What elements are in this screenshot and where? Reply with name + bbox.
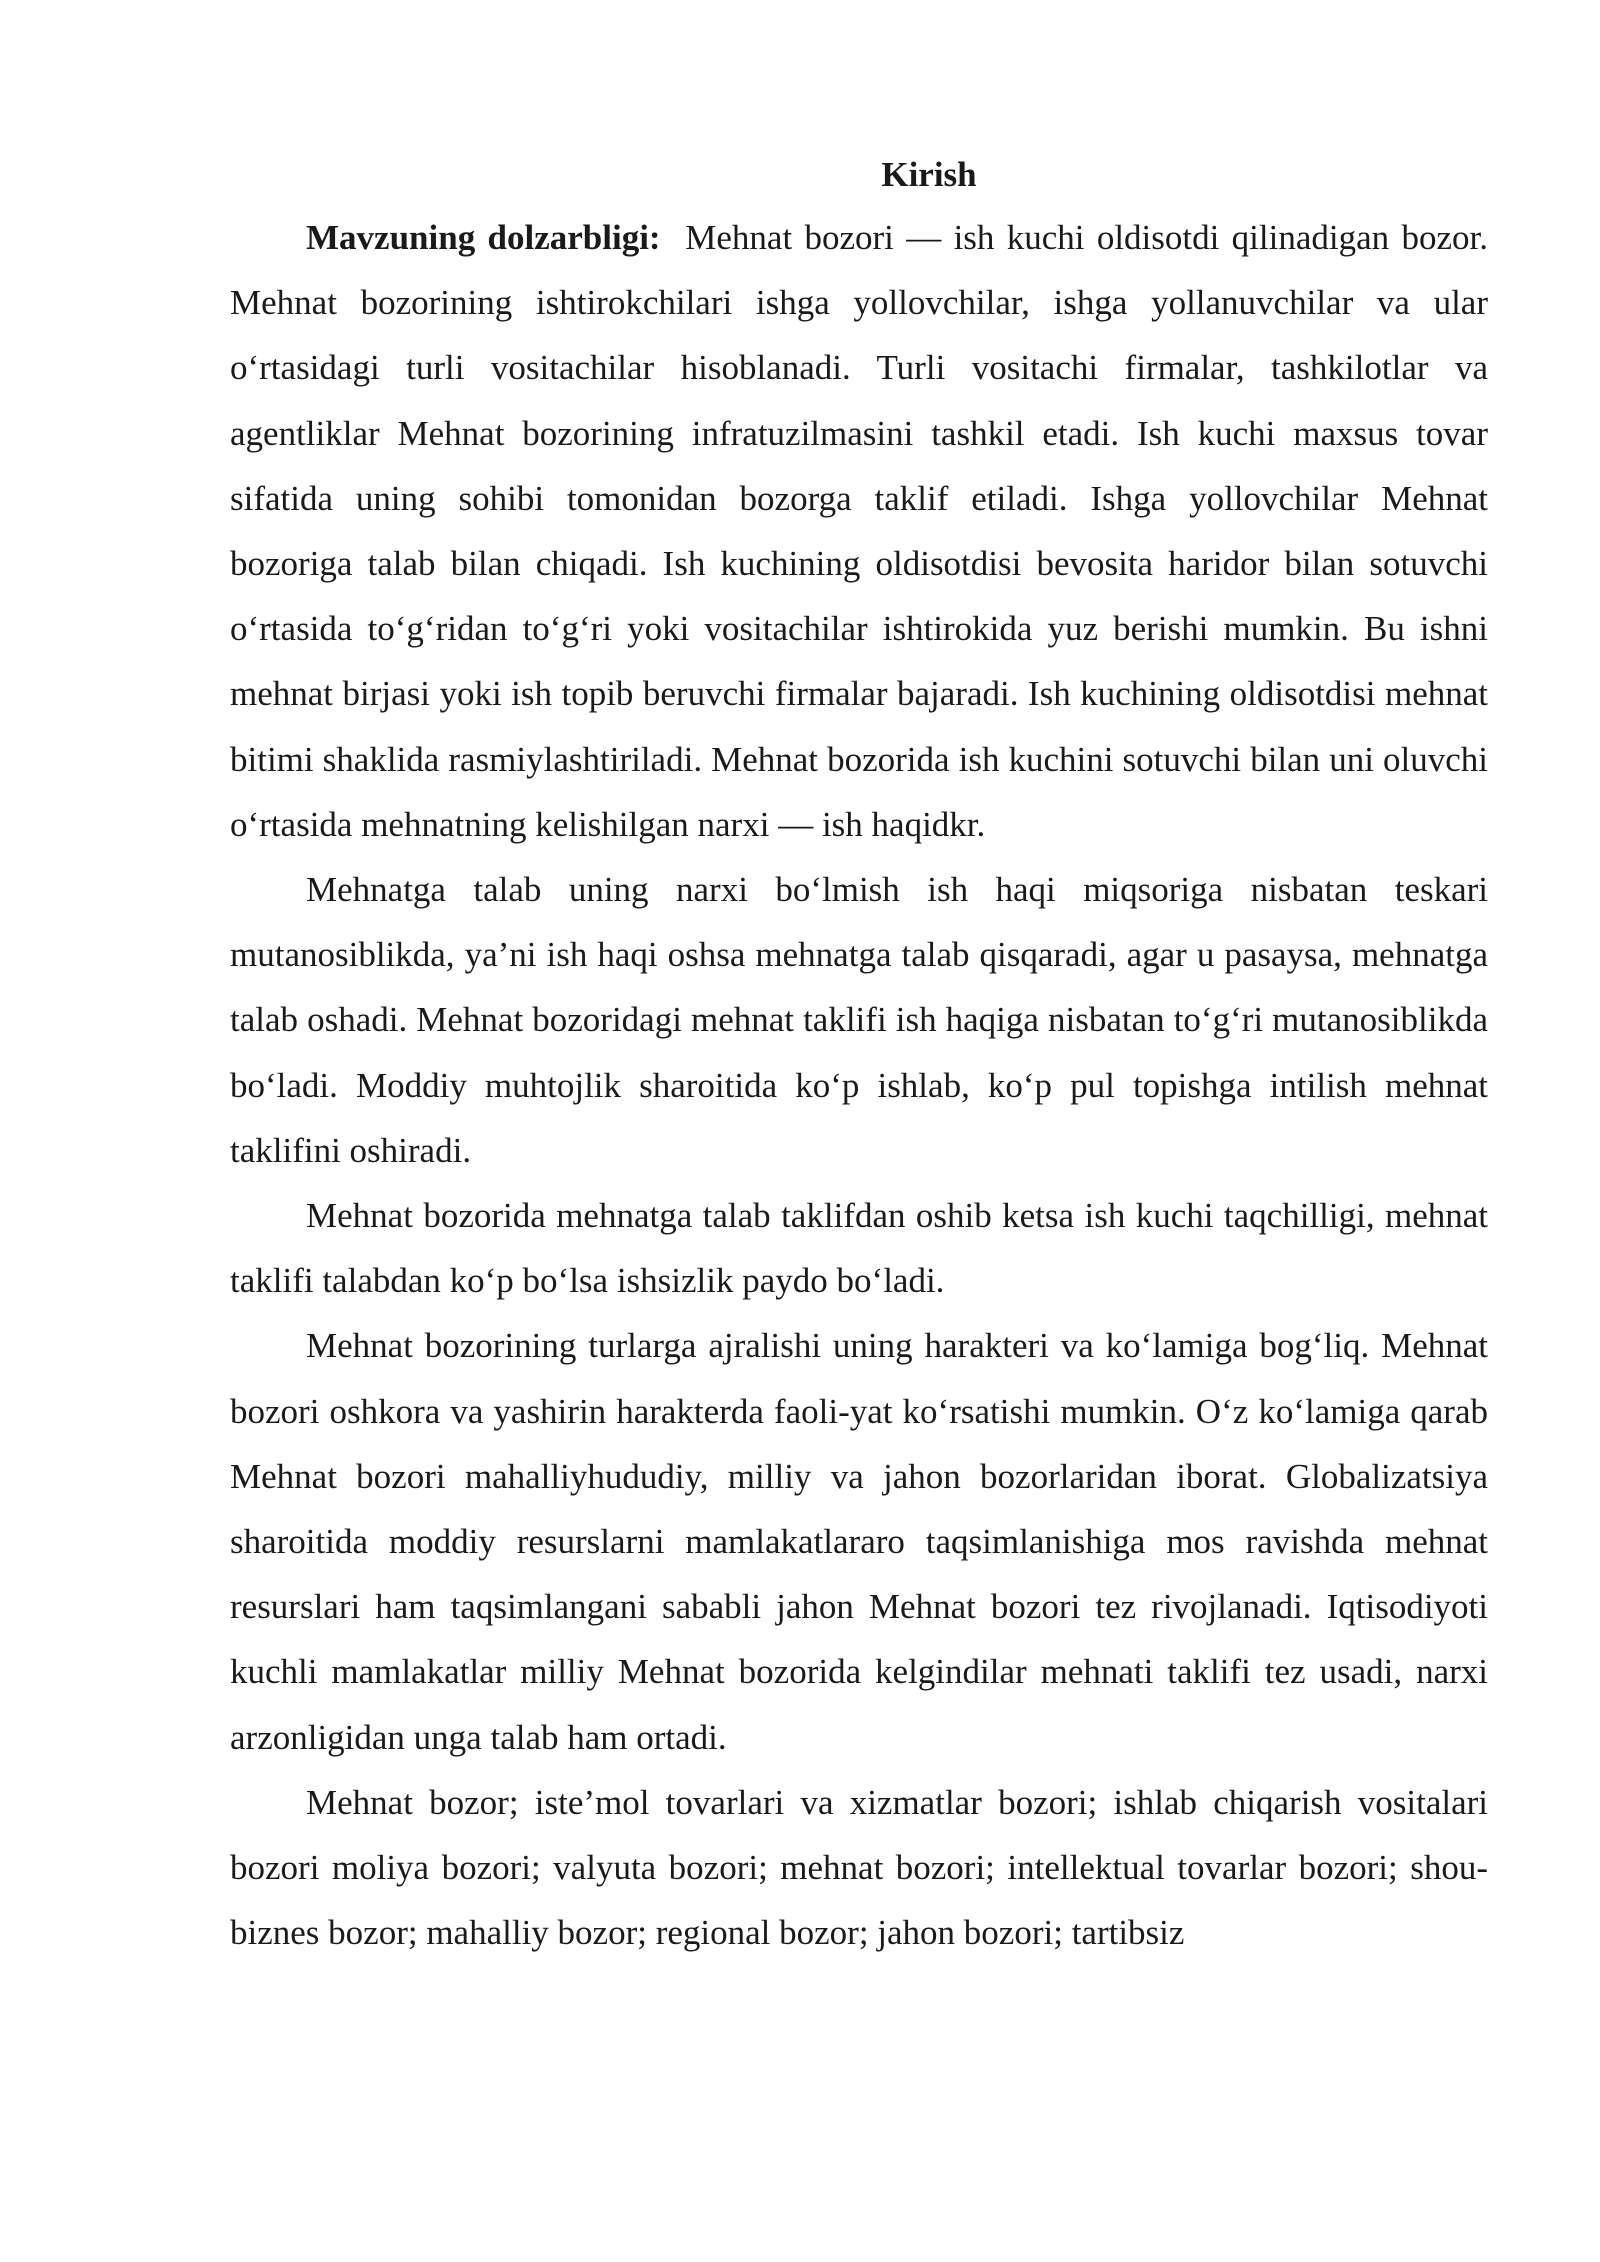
intro-paragraph xyxy=(230,205,1488,857)
paragraph-market-types: Mehnat bozorining turlarga ajralishi uning harakteri va ko‘lamiga bog‘liq. Mehnat bozori oshkora va yashirin harakterda faoli-yat ko‘rsatishi mumkin. O‘z ko‘lamiga qarab Mehnat bozori mahalliyhududiy, milliy va jahon bozorlaridan iborat. Globalizatsiya sharoitida moddiy resurslarni mamlakatlararo taqsimlanishiga mos ravishda mehnat resurslari ham taqsimlangani sababli jahon Mehnat bozori tez rivojlanadi. Iqtisodiyoti kuchli mamlakatlar milliy Mehnat bozorida kelgindilar mehnati taklifi tez usadi, narxi arzonligidan unga talab ham ortadi. xyxy=(230,1326,1488,1757)
document-title: Kirish xyxy=(881,155,977,194)
paragraph-market-list: Mehnat bozor; iste’mol tovarlari va xizmatlar bozori; ishlab chiqarish vositalari bozori moliya bozori; valyuta bozori; mehnat bozori; intellektual tovarlar bozori; shou-biznes bozor; mahalliy bozor; regional bozor; jahon bozori; tartibsiz xyxy=(230,1782,1488,1953)
paragraph-labor-demand: Mehnatga talab uning narxi bo‘lmish ish haqi miqsoriga nisbatan teskari mutanosiblikda, ya’ni ish haqi oshsa mehnatga talab qisqaradi, agar u pasaysa, mehnatga talab oshadi. Mehnat bozoridagi mehnat taklifi ish haqiga nisbatan to‘g‘ri mutanosiblikda bo‘ladi. Moddiy muhtojlik sharoitida ko‘p ishlab, ko‘p pul topishga intilish mehnat taklifini oshiradi. xyxy=(230,870,1488,1170)
intro-text: Mehnat bozori — ish kuchi oldisotdi qilinadigan bozor. Mehnat bozorining ishtirokchilari ishga yollovchilar, ishga yollanuvchilar va ular o‘rtasidagi turli vositachilar hisoblanadi. Turli vositachi firmalar, tashkilotlar va agentliklar Mehnat bozorining infratuzilmasini tashkil etadi. Ish kuchi maxsus tovar sifatida uning sohibi tomonidan bozorga taklif etiladi. Ishga yollovchilar Mehnat bozoriga talab bilan chiqadi. Ish kuchining oldisotdisi bevosita haridor bilan sotuvchi o‘rtasida to‘g‘ridan to‘g‘ri yoki vositachilar ishtirokida yuz berishi mumkin. Bu ishni mehnat birjasi yoki ish topib beruvchi firmalar bajaradi. Ish kuchining oldisotdisi mehnat bitimi shaklida rasmiylashtiriladi. Mehnat bozorida ish kuchini sotuvchi bilan uni oluvchi o‘rtasida mehnatning kelishilgan narxi — ish haqidkr. xyxy=(230,218,1488,844)
document-page xyxy=(230,145,1488,1965)
paragraph-labor-shortage: Mehnat bozorida mehnatga talab taklifdan oshib ketsa ish kuchi taqchilligi, mehnat taklifi talabdan ko‘p bo‘lsa ishsizlik paydo bo‘ladi. xyxy=(230,1196,1488,1301)
relevance-label: Mavzuning dolzarbligi: xyxy=(306,218,661,257)
